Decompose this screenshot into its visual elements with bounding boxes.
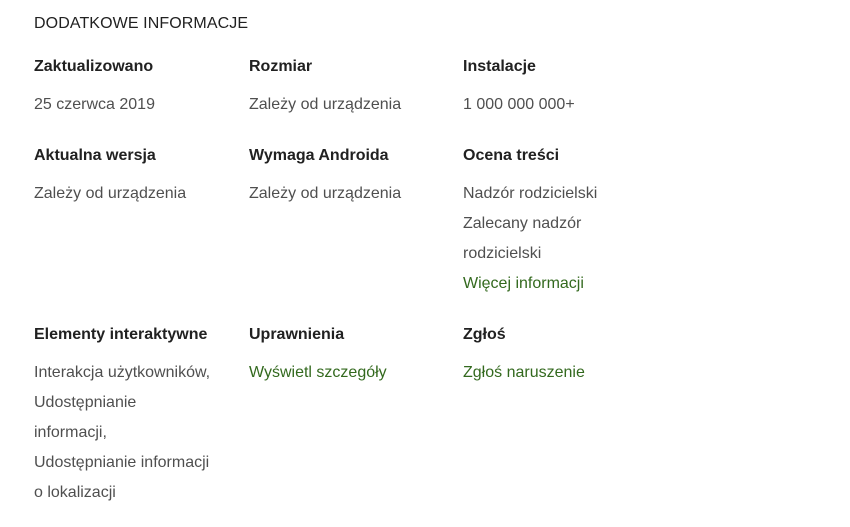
view-details-link[interactable]: Wyświetl szczegóły: [249, 364, 387, 381]
section-title: DODATKOWE INFORMACJE: [34, 15, 249, 32]
info-content-rating-label: Ocena treści: [463, 147, 560, 164]
more-info-link[interactable]: Więcej informacji: [463, 275, 584, 292]
info-interactive-elements: [34, 324, 234, 508]
info-current-version-value: Zależy od urządzenia: [34, 185, 187, 202]
info-size-label: Rozmiar: [249, 58, 313, 75]
info-permissions-label: Uprawnienia: [249, 326, 345, 343]
info-requires-android: [249, 145, 449, 209]
info-report-label: Zgłoś: [463, 326, 506, 343]
info-current-version-label: Aktualna wersja: [34, 147, 156, 164]
info-size-value: Zależy od urządzenia: [249, 96, 402, 113]
info-updated: [34, 56, 234, 120]
info-interactive-elements-label: Elementy interaktywne: [34, 326, 208, 343]
info-content-rating-line: Zalecany nadzór: [463, 215, 582, 232]
info-installs-value: 1 000 000 000+: [463, 96, 575, 113]
info-content-rating-line: rodzicielski: [463, 245, 542, 262]
info-current-version: [34, 145, 234, 209]
info-requires-android-value: Zależy od urządzenia: [249, 185, 402, 202]
info-interactive-elements-line: Udostępnianie: [34, 394, 137, 411]
info-updated-label: Zaktualizowano: [34, 58, 154, 75]
info-interactive-elements-line: Udostępnianie informacji: [34, 454, 210, 471]
info-interactive-elements-line: Interakcja użytkowników,: [34, 364, 211, 381]
info-interactive-elements-line: informacji,: [34, 424, 107, 441]
info-installs-label: Instalacje: [463, 58, 536, 75]
report-violation-link[interactable]: Zgłoś naruszenie: [463, 364, 585, 381]
info-installs: [463, 56, 663, 120]
info-content-rating: [463, 145, 663, 299]
info-size: [249, 56, 449, 120]
info-interactive-elements-line: o lokalizacji: [34, 484, 116, 501]
info-content-rating-line: Nadzór rodzicielski: [463, 185, 598, 202]
info-requires-android-label: Wymaga Androida: [249, 147, 389, 164]
info-report: [463, 324, 663, 388]
info-permissions: [249, 324, 449, 388]
info-updated-value: 25 czerwca 2019: [34, 96, 155, 113]
